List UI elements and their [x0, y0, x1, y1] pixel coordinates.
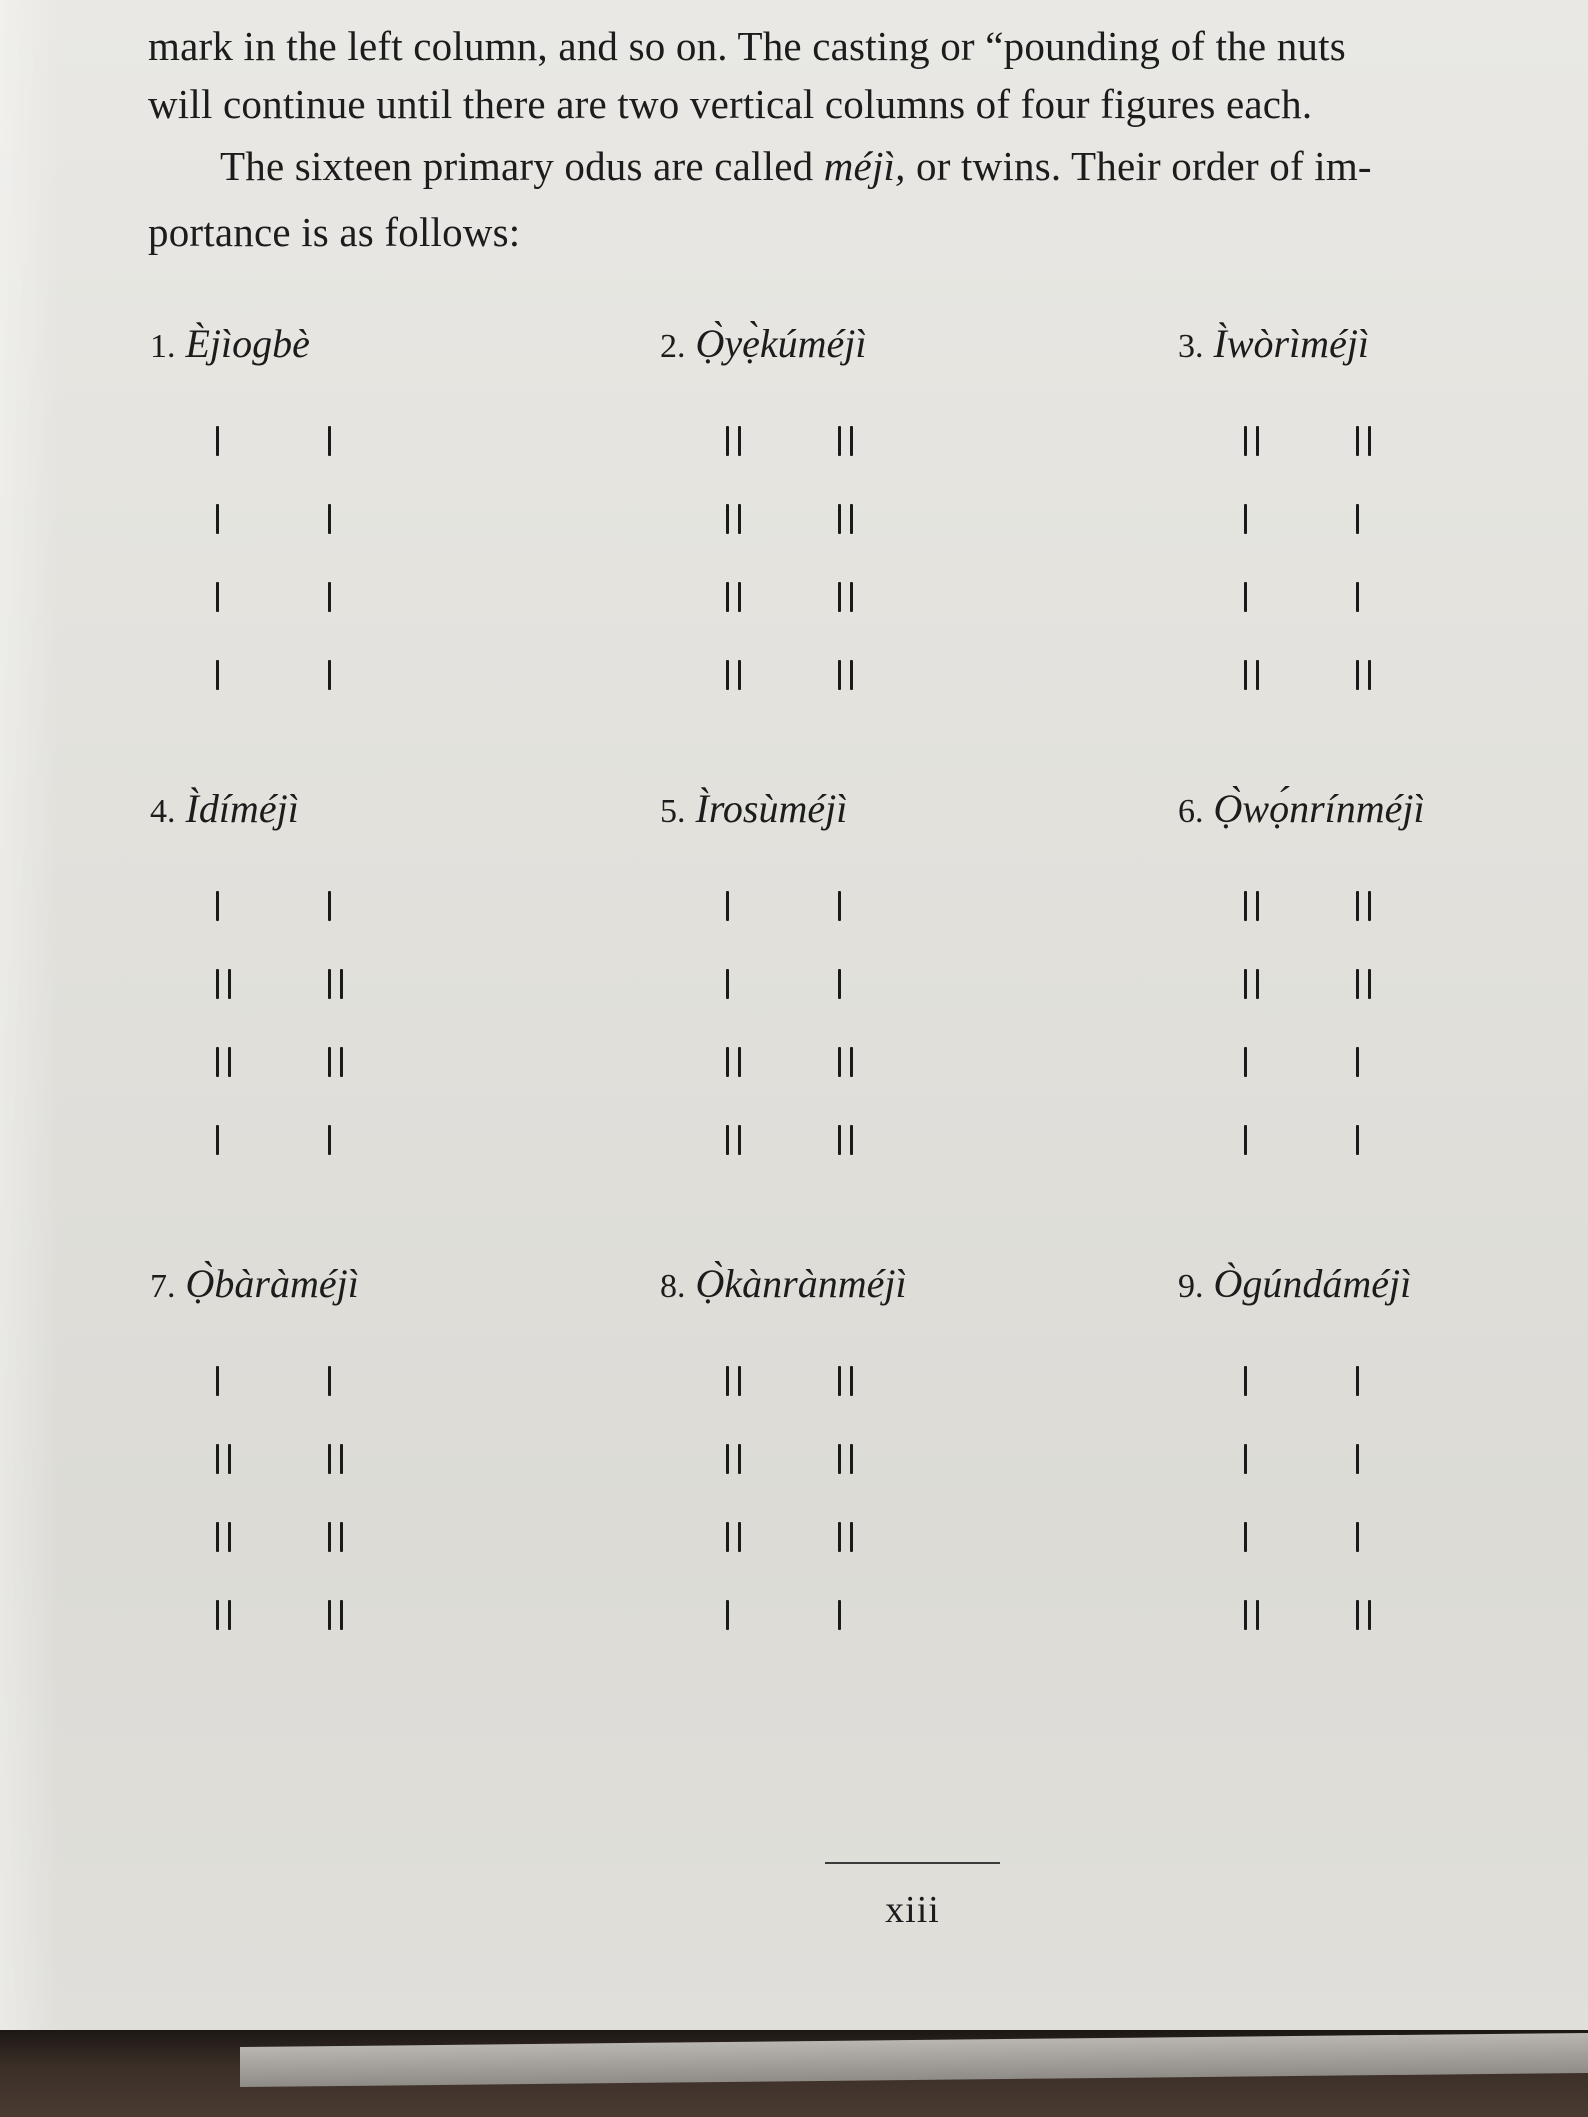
odu-stroke — [1356, 504, 1359, 534]
odu-mark — [838, 1522, 853, 1552]
odu-stroke — [216, 1047, 219, 1077]
odu-stroke — [838, 969, 841, 999]
odu-stroke — [1244, 1366, 1247, 1396]
odu-stroke — [1356, 582, 1359, 612]
odu-stroke — [726, 660, 729, 690]
odu-number: 9. — [1178, 1268, 1204, 1305]
odu-name: Èjìogbè — [185, 321, 310, 366]
odu-stroke — [850, 1047, 853, 1077]
odu-stroke — [328, 426, 331, 456]
odu-name: Ìdíméjì — [185, 786, 299, 831]
odu-stroke — [216, 891, 219, 921]
odu-stroke — [328, 1125, 331, 1155]
odu-stroke — [328, 1366, 331, 1396]
odu-stroke — [738, 426, 741, 456]
odu-title — [1178, 320, 1369, 367]
odu-stroke — [216, 582, 219, 612]
odu-stroke — [738, 1366, 741, 1396]
odu-mark — [216, 969, 231, 999]
odu-stroke — [1244, 1444, 1247, 1474]
odu-stroke — [850, 1125, 853, 1155]
odu-name: Ọ̀wọ́nrínméjì — [1213, 786, 1425, 831]
odu-stroke — [838, 504, 841, 534]
odu-name: Ìwòrìméjì — [1213, 321, 1370, 366]
odu-stroke — [850, 1522, 853, 1552]
odu-mark — [1244, 660, 1259, 690]
meji-term: méjì, — [823, 143, 906, 189]
odu-mark — [328, 1125, 331, 1155]
odu-mark — [726, 1366, 741, 1396]
odu-number: 3. — [1178, 328, 1204, 365]
odu-stroke — [216, 504, 219, 534]
odu-stroke — [850, 582, 853, 612]
odu-number: 8. — [660, 1268, 686, 1305]
odu-stroke — [1244, 969, 1247, 999]
odu-mark — [1356, 1125, 1359, 1155]
odu-stroke — [1356, 426, 1359, 456]
odu-mark — [1356, 660, 1371, 690]
odu-stroke — [1356, 969, 1359, 999]
odu-mark — [1356, 969, 1371, 999]
odu-stroke — [328, 582, 331, 612]
odu-mark — [1356, 504, 1359, 534]
odu-mark — [726, 891, 729, 921]
odu-figure — [1178, 785, 1558, 1175]
odu-mark — [328, 1600, 343, 1630]
odu-mark — [726, 582, 741, 612]
odu-stroke — [1368, 426, 1371, 456]
odu-mark — [216, 504, 219, 534]
odu-stroke — [726, 1366, 729, 1396]
odu-stroke — [1244, 582, 1247, 612]
odu-stroke — [726, 1444, 729, 1474]
odu-mark — [726, 1444, 741, 1474]
odu-mark — [328, 504, 331, 534]
odu-mark — [216, 660, 219, 690]
odu-name: Ọ̀kànrànméjì — [695, 1261, 907, 1306]
odu-mark — [1244, 1522, 1247, 1552]
odu-mark — [1244, 891, 1259, 921]
odu-mark — [726, 1047, 741, 1077]
odu-mark — [838, 660, 853, 690]
odu-mark — [838, 969, 841, 999]
odu-mark — [1244, 969, 1259, 999]
odu-mark — [1244, 1366, 1247, 1396]
odu-stroke — [328, 1600, 331, 1630]
odu-mark — [216, 1522, 231, 1552]
odu-name: Ọ̀bàràméjì — [185, 1261, 359, 1306]
odu-stroke — [328, 1444, 331, 1474]
odu-stroke — [726, 969, 729, 999]
odu-stroke — [228, 1444, 231, 1474]
odu-figure — [1178, 1260, 1558, 1650]
odu-stroke — [1244, 504, 1247, 534]
odu-stroke — [738, 660, 741, 690]
odu-mark — [838, 582, 853, 612]
odu-mark — [726, 426, 741, 456]
odu-stroke — [228, 969, 231, 999]
odu-mark — [1356, 1047, 1359, 1077]
odu-stroke — [216, 1366, 219, 1396]
odu-stroke — [328, 1522, 331, 1552]
body-text-line-1: mark in the left column, and so on. The casting or “pounding of the nuts — [148, 23, 1346, 69]
odu-stroke — [838, 891, 841, 921]
odu-stroke — [1356, 660, 1359, 690]
odu-mark — [216, 1366, 219, 1396]
odu-mark — [328, 582, 331, 612]
odu-stroke — [1256, 660, 1259, 690]
odu-stroke — [1244, 891, 1247, 921]
odu-stroke — [328, 660, 331, 690]
odu-stroke — [228, 1522, 231, 1552]
odu-name: Ògúndáméjì — [1213, 1261, 1412, 1306]
body-text-line-3-end: or twins. Their order of im- — [905, 143, 1372, 189]
odu-mark — [328, 660, 331, 690]
odu-stroke — [340, 1047, 343, 1077]
odu-number: 2. — [660, 328, 686, 365]
odu-stroke — [328, 504, 331, 534]
odu-mark — [1356, 1522, 1359, 1552]
odu-stroke — [738, 582, 741, 612]
odu-title — [150, 320, 310, 367]
odu-mark — [328, 1522, 343, 1552]
odu-number: 6. — [1178, 793, 1204, 830]
odu-mark — [726, 969, 729, 999]
odu-stroke — [216, 660, 219, 690]
odu-stroke — [838, 1366, 841, 1396]
odu-stroke — [726, 1047, 729, 1077]
odu-stroke — [850, 660, 853, 690]
odu-stroke — [1244, 660, 1247, 690]
odu-mark — [838, 1047, 853, 1077]
odu-mark — [1244, 582, 1247, 612]
odu-stroke — [1368, 1600, 1371, 1630]
odu-stroke — [726, 1600, 729, 1630]
odu-mark — [1244, 1047, 1247, 1077]
body-text-line-2: will continue until there are two vertical columns of four figures each. — [148, 81, 1313, 127]
odu-stroke — [838, 1600, 841, 1630]
odu-mark — [328, 426, 331, 456]
odu-stroke — [838, 660, 841, 690]
odu-mark — [838, 1125, 853, 1155]
odu-number: 1. — [150, 328, 176, 365]
odu-title — [150, 785, 299, 832]
odu-stroke — [216, 1444, 219, 1474]
odu-title — [150, 1260, 359, 1307]
odu-mark — [216, 1444, 231, 1474]
odu-mark — [328, 1366, 331, 1396]
odu-title — [660, 320, 867, 367]
odu-stroke — [216, 969, 219, 999]
odu-stroke — [850, 1366, 853, 1396]
odu-mark — [216, 1125, 219, 1155]
odu-figure — [1178, 320, 1558, 710]
odu-title — [660, 1260, 907, 1307]
odu-stroke — [738, 1047, 741, 1077]
page-number: xiii — [885, 1889, 940, 1931]
odu-stroke — [1244, 426, 1247, 456]
odu-stroke — [838, 582, 841, 612]
odu-mark — [726, 504, 741, 534]
odu-stroke — [1356, 1047, 1359, 1077]
odu-title — [1178, 1260, 1411, 1307]
odu-stroke — [328, 1047, 331, 1077]
odu-stroke — [1256, 426, 1259, 456]
odu-mark — [726, 1125, 741, 1155]
odu-stroke — [1356, 1366, 1359, 1396]
odu-stroke — [216, 1522, 219, 1552]
odu-stroke — [1368, 891, 1371, 921]
odu-stroke — [1256, 891, 1259, 921]
odu-stroke — [1256, 969, 1259, 999]
body-text-line-3 — [220, 142, 1588, 190]
odu-stroke — [838, 1125, 841, 1155]
odu-mark — [1356, 582, 1359, 612]
odu-figure — [660, 320, 1040, 710]
odu-stroke — [1356, 1600, 1359, 1630]
odu-stroke — [838, 1444, 841, 1474]
odu-stroke — [738, 1444, 741, 1474]
odu-mark — [838, 1366, 853, 1396]
odu-stroke — [838, 426, 841, 456]
odu-mark — [838, 1444, 853, 1474]
odu-figure — [660, 785, 1040, 1175]
odu-number: 7. — [150, 1268, 176, 1305]
odu-figure — [150, 320, 530, 710]
odu-stroke — [838, 1522, 841, 1552]
odu-number: 4. — [150, 793, 176, 830]
odu-mark — [328, 969, 343, 999]
odu-stroke — [328, 969, 331, 999]
odu-mark — [216, 426, 219, 456]
odu-stroke — [738, 504, 741, 534]
odu-stroke — [216, 426, 219, 456]
odu-mark — [1244, 1444, 1247, 1474]
odu-name: Ìrosùméjì — [695, 786, 848, 831]
odu-mark — [328, 1047, 343, 1077]
odu-stroke — [1256, 1600, 1259, 1630]
odu-stroke — [1368, 660, 1371, 690]
odu-mark — [1356, 426, 1371, 456]
odu-figure — [150, 1260, 530, 1650]
odu-stroke — [738, 1125, 741, 1155]
odu-stroke — [1356, 1125, 1359, 1155]
odu-stroke — [1244, 1522, 1247, 1552]
odu-stroke — [228, 1047, 231, 1077]
odu-name: Ọ̀yẹ̀kúméjì — [695, 321, 867, 366]
odu-mark — [328, 891, 331, 921]
footer-rule — [825, 1862, 1000, 1864]
odu-stroke — [726, 582, 729, 612]
odu-mark — [1244, 504, 1247, 534]
odu-stroke — [216, 1600, 219, 1630]
odu-stroke — [340, 1444, 343, 1474]
odu-stroke — [726, 891, 729, 921]
odu-stroke — [850, 426, 853, 456]
odu-stroke — [1356, 891, 1359, 921]
odu-stroke — [1244, 1600, 1247, 1630]
odu-stroke — [216, 1125, 219, 1155]
odu-mark — [838, 504, 853, 534]
odu-stroke — [340, 1600, 343, 1630]
odu-stroke — [850, 1444, 853, 1474]
odu-stroke — [328, 891, 331, 921]
odu-stroke — [738, 1522, 741, 1552]
odu-mark — [328, 1444, 343, 1474]
odu-mark — [216, 582, 219, 612]
odu-mark — [216, 891, 219, 921]
odu-mark — [1244, 1125, 1247, 1155]
odu-stroke — [726, 1522, 729, 1552]
odu-stroke — [726, 426, 729, 456]
odu-stroke — [340, 1522, 343, 1552]
odu-mark — [1356, 1444, 1359, 1474]
odu-mark — [1356, 891, 1371, 921]
odu-mark — [1356, 1600, 1371, 1630]
odu-mark — [838, 891, 841, 921]
odu-mark — [1244, 426, 1259, 456]
odu-stroke — [1356, 1522, 1359, 1552]
odu-mark — [726, 1522, 741, 1552]
odu-stroke — [838, 1047, 841, 1077]
odu-stroke — [726, 1125, 729, 1155]
body-text-line-4: portance is as follows: — [148, 209, 521, 255]
odu-title — [1178, 785, 1425, 832]
odu-figure — [660, 1260, 1040, 1650]
odu-number: 5. — [660, 793, 686, 830]
odu-mark — [1356, 1366, 1359, 1396]
odu-stroke — [850, 504, 853, 534]
odu-mark — [216, 1047, 231, 1077]
odu-mark — [726, 1600, 729, 1630]
odu-stroke — [726, 504, 729, 534]
body-text-line-3-start: The sixteen primary odus are called — [220, 143, 824, 189]
odu-figure — [150, 785, 530, 1175]
odu-title — [660, 785, 847, 832]
page-shadow — [0, 0, 60, 2040]
odu-stroke — [1368, 969, 1371, 999]
odu-stroke — [1356, 1444, 1359, 1474]
odu-stroke — [1244, 1047, 1247, 1077]
odu-mark — [838, 426, 853, 456]
odu-stroke — [228, 1600, 231, 1630]
odu-mark — [726, 660, 741, 690]
odu-mark — [838, 1600, 841, 1630]
odu-stroke — [1244, 1125, 1247, 1155]
odu-stroke — [340, 969, 343, 999]
odu-mark — [1244, 1600, 1259, 1630]
odu-mark — [216, 1600, 231, 1630]
